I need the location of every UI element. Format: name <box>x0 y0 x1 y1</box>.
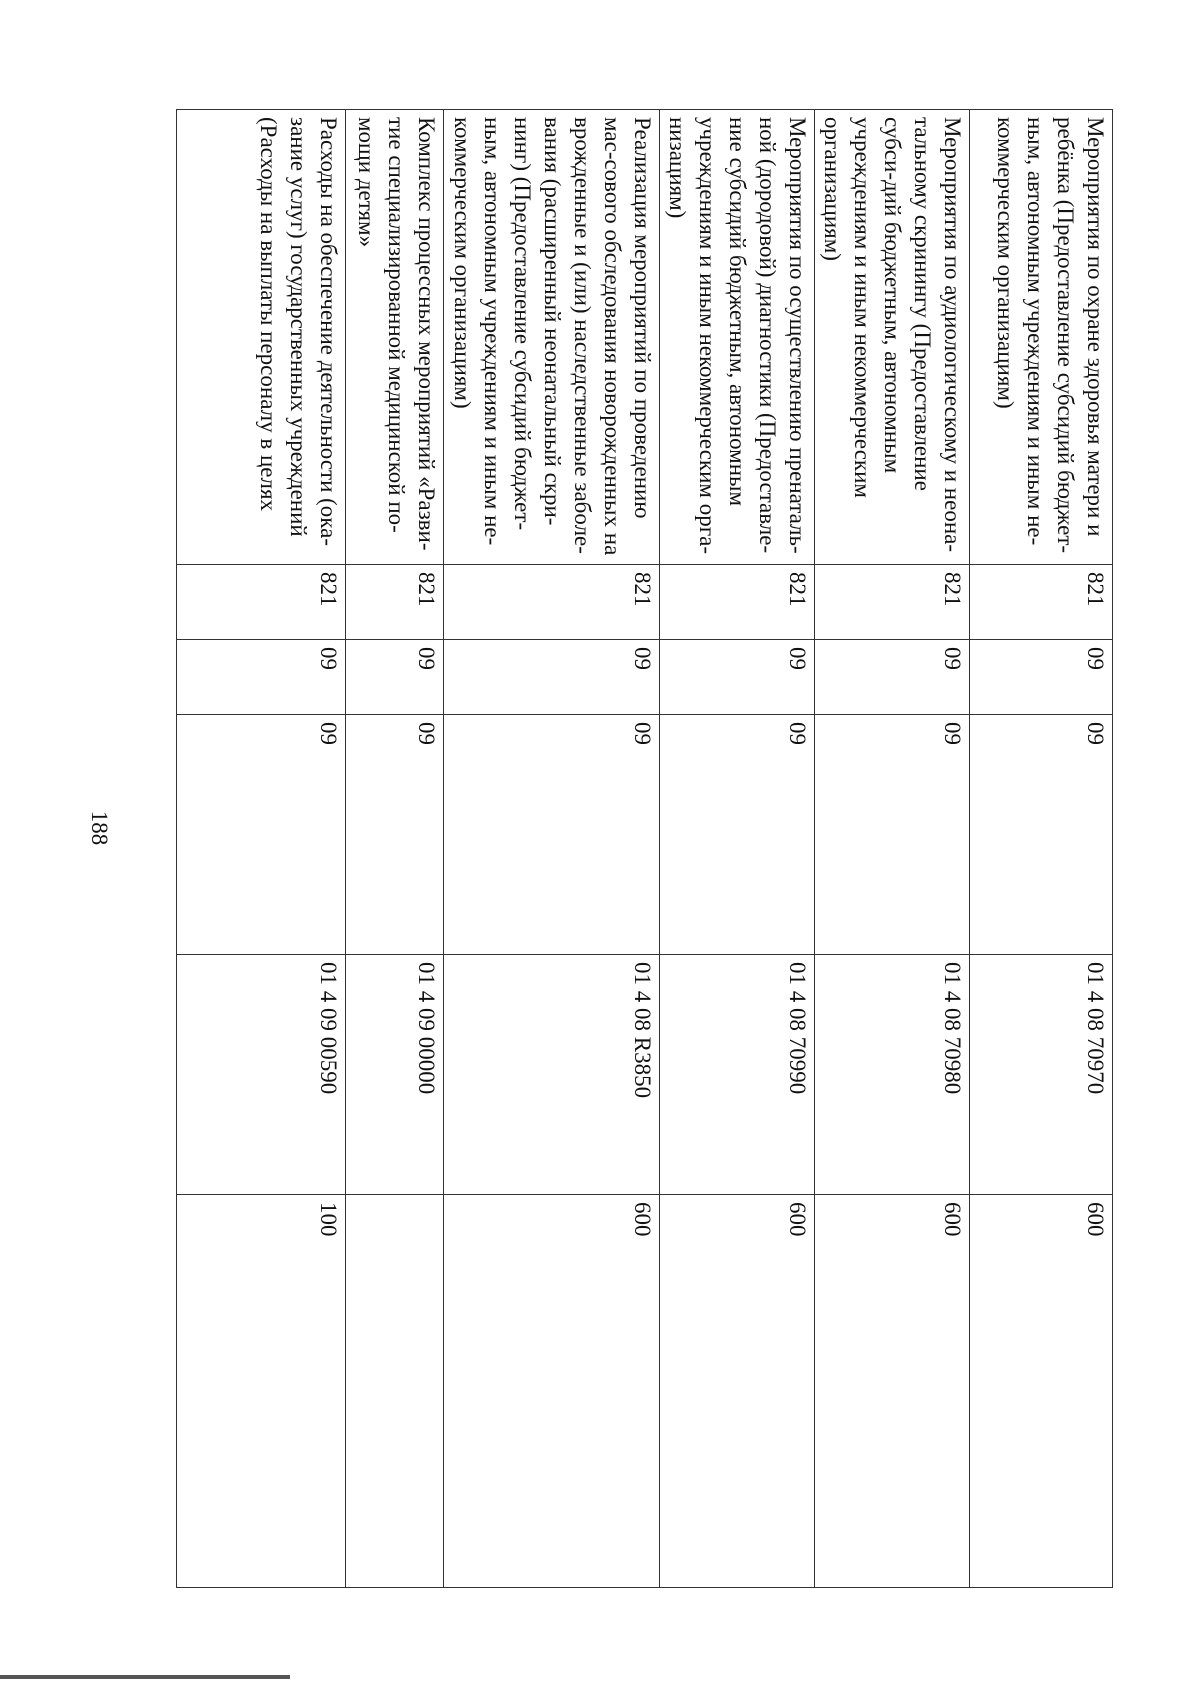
section-code: 09 <box>970 640 1113 715</box>
budget-table <box>176 109 1113 1588</box>
target-article-code: 01 4 09 00590 <box>177 955 346 1195</box>
target-article-code: 01 4 09 00000 <box>346 955 444 1195</box>
section-code: 09 <box>177 640 346 715</box>
row-name: Мероприятия по осуществлению пренаталь-ной (дородовой) диагностики (Предоставле-ние субсидий бюджетным, автономным учреждениям и иным некоммерческим орга-низациям) <box>660 110 815 565</box>
section-code: 09 <box>346 640 444 715</box>
expense-type-code: 600 <box>815 1195 970 1588</box>
subsection-code: 09 <box>815 715 970 955</box>
ministry-code: 821 <box>346 565 444 640</box>
expense-type-code: 600 <box>660 1195 815 1588</box>
section-code: 09 <box>444 640 660 715</box>
scan-edge-line <box>0 1675 290 1679</box>
row-name: Комплекс процессных мероприятий «Разви-тие специализированной медицинской по-мощи детям» <box>346 110 444 565</box>
subsection-code: 09 <box>660 715 815 955</box>
expense-type-code: 600 <box>970 1195 1113 1588</box>
table-row <box>177 110 346 1588</box>
subsection-code: 09 <box>346 715 444 955</box>
expense-type-code: 600 <box>444 1195 660 1588</box>
target-article-code: 01 4 08 R3850 <box>444 955 660 1195</box>
subsection-code: 09 <box>177 715 346 955</box>
target-article-code: 01 4 08 70980 <box>815 955 970 1195</box>
ministry-code: 821 <box>177 565 346 640</box>
ministry-code: 821 <box>815 565 970 640</box>
table-row <box>660 110 815 1588</box>
row-name: Мероприятия по охране здоровья матери и ребёнка (Предоставление субсидий бюджет-ным, автономным учреждениям и иным не-коммерческим организациям) <box>970 110 1113 565</box>
subsection-code: 09 <box>444 715 660 955</box>
ministry-code: 821 <box>660 565 815 640</box>
target-article-code: 01 4 08 70970 <box>970 955 1113 1195</box>
page-number: 188 <box>87 810 112 846</box>
subsection-code: 09 <box>970 715 1113 955</box>
table-row <box>970 110 1113 1588</box>
section-code: 09 <box>660 640 815 715</box>
row-name: Расходы на обеспечение деятельности (ока-зание услуг) государственных учреждений (Расходы на выплаты персоналу в целях <box>177 110 346 565</box>
table-row <box>444 110 660 1588</box>
row-name: Мероприятия по аудиологическому и неона-тальному скринингу (Предоставление субси-дий бюджетным, автономным учреждениям и иным некоммерческим организациям) <box>815 110 970 565</box>
expense-type-code: 100 <box>177 1195 346 1588</box>
expense-type-code <box>346 1195 444 1588</box>
ministry-code: 821 <box>970 565 1113 640</box>
row-name: Реализация мероприятий по проведению мас-сового обследования новорожденных на врожденные и (или) наследственные заболе-вания (расширенный неонатальный скри-нинг) (Предоставление субсидий бюджет-ным, автономным учреждениям и иным не-коммерческим организациям) <box>444 110 660 565</box>
target-article-code: 01 4 08 70990 <box>660 955 815 1195</box>
section-code: 09 <box>815 640 970 715</box>
ministry-code: 821 <box>444 565 660 640</box>
table-row <box>346 110 444 1588</box>
table-row <box>815 110 970 1588</box>
budget-table-rotated <box>207 109 1113 1587</box>
